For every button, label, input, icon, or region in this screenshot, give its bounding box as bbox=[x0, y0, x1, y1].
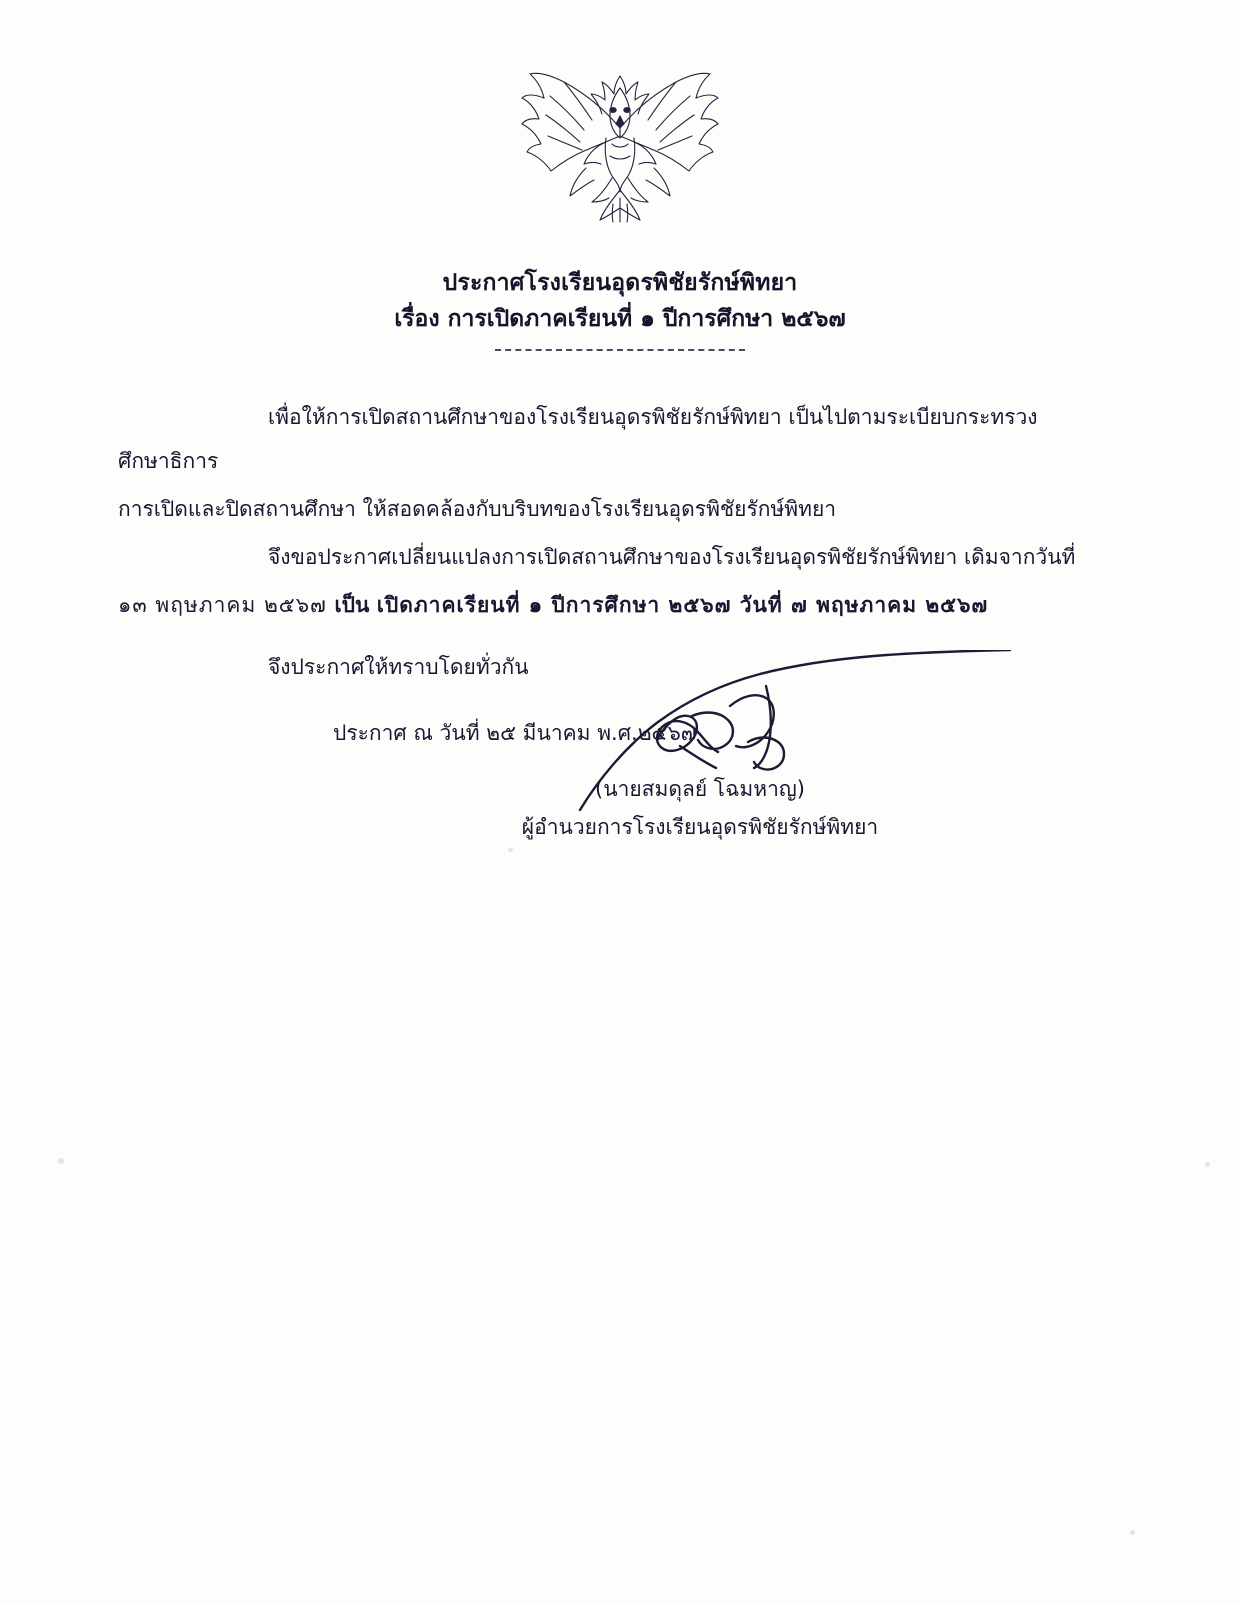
document-title-block bbox=[0, 265, 1240, 351]
scan-speck bbox=[1205, 1162, 1210, 1167]
signature-block bbox=[0, 770, 1240, 846]
title-divider bbox=[495, 349, 745, 351]
announcement-date: ประกาศ ณ วันที่ ๒๕ มีนาคม พ.ศ.๒๕๖๗ bbox=[333, 721, 697, 745]
paragraph-1-line-1: เพื่อให้การเปิดสถานศึกษาของโรงเรียนอุดรพิชัยรักษ์พิทยา เป็นไปตามระเบียบกระทรวงศึกษาธิการ bbox=[118, 405, 1038, 473]
signer-name: (นายสมดุลย์ โฉมหาญ) bbox=[595, 777, 805, 801]
scan-speck bbox=[508, 848, 513, 852]
new-term-date-text: เปิดภาคเรียนที่ ๑ ปีการศึกษา ๒๕๖๗ วันที่ ๗ พฤษภาคม ๒๕๖๗ bbox=[376, 593, 989, 617]
garuda-emblem-container bbox=[0, 58, 1240, 248]
paragraph-2-line-2 bbox=[118, 583, 1126, 627]
scan-speck bbox=[1130, 1530, 1135, 1535]
paragraph-3: จึงประกาศให้ทราบโดยทั่วกัน bbox=[268, 655, 529, 679]
old-date-text: ๑๓ พฤษภาคม ๒๕๖๗ bbox=[118, 593, 335, 617]
paragraph-2-line-1: จึงขอประกาศเปลี่ยนแปลงการเปิดสถานศึกษาของโรงเรียนอุดรพิชัยรักษ์พิทยา เดิมจากวันที่ bbox=[268, 545, 1076, 569]
paragraph-1-line-2: การเปิดและปิดสถานศึกษา ให้สอดคล้องกับบริบทของโรงเรียนอุดรพิชัยรักษ์พิทยา bbox=[118, 497, 837, 521]
signer-position: ผู้อำนวยการโรงเรียนอุดรพิชัยรักษ์พิทยา bbox=[521, 815, 879, 839]
announcement-title-line1: ประกาศโรงเรียนอุดรพิชัยรักษ์พิทยา bbox=[442, 270, 798, 296]
garuda-emblem bbox=[520, 58, 720, 248]
scan-speck bbox=[58, 1158, 64, 1164]
announcement-subject-line: เรื่อง การเปิดภาคเรียนที่ ๑ ปีการศึกษา ๒๕๖๗ bbox=[394, 306, 846, 332]
change-word: เป็น bbox=[334, 593, 377, 617]
